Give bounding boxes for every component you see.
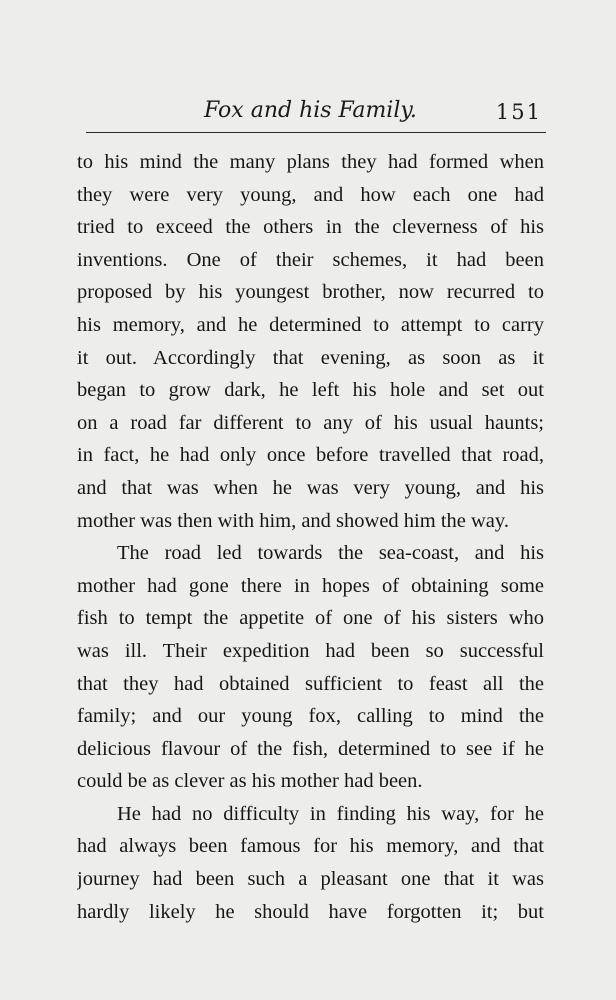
text-line: delicious flavour of the fish, determined to see if he	[77, 737, 544, 760]
header-rule	[86, 132, 546, 133]
text-line: was ill. Their expedition had been so successful	[77, 639, 544, 662]
text-line: could be as clever as his mother had been.	[77, 770, 423, 793]
page-header	[86, 94, 546, 128]
text-line: inventions. One of their schemes, it had been	[77, 248, 544, 271]
page-number: 151	[495, 100, 542, 124]
text-line: that they had obtained sufficient to feast all the	[77, 672, 544, 695]
text-line: mother had gone there in hopes of obtaining some	[77, 574, 544, 597]
text-line: tried to exceed the others in the cleverness of his	[77, 216, 544, 239]
text-line: mother was then with him, and showed him the way.	[77, 509, 509, 532]
text-line: fish to tempt the appetite of one of his sisters who	[77, 607, 544, 630]
text-line: family; and our young fox, calling to mind the	[77, 705, 544, 728]
text-line: proposed by his youngest brother, now recurred to	[77, 281, 544, 304]
text-line: The road led towards the sea-coast, and his	[117, 542, 544, 565]
text-line: on a road far different to any of his usual haunts;	[77, 411, 544, 434]
text-line: journey had been such a pleasant one that it was	[77, 868, 544, 891]
running-title: Fox and his Family.	[204, 98, 417, 123]
text-line: and that was when he was very young, and his	[77, 476, 544, 499]
text-line: hardly likely he should have forgotten it; but	[77, 900, 544, 923]
text-line: in fact, he had only once before travelled that road,	[77, 444, 544, 467]
text-line: his memory, and he determined to attempt to carry	[77, 313, 544, 336]
text-line: had always been famous for his memory, and that	[77, 835, 544, 858]
text-line: to his mind the many plans they had formed when	[77, 151, 544, 173]
text-line: they were very young, and how each one had	[77, 183, 544, 206]
text-line: He had no difficulty in finding his way, for he	[117, 802, 544, 825]
body-text	[77, 146, 544, 928]
text-line: began to grow dark, he left his hole and set out	[77, 379, 544, 402]
text-line: it out. Accordingly that evening, as soon as it	[77, 346, 544, 369]
